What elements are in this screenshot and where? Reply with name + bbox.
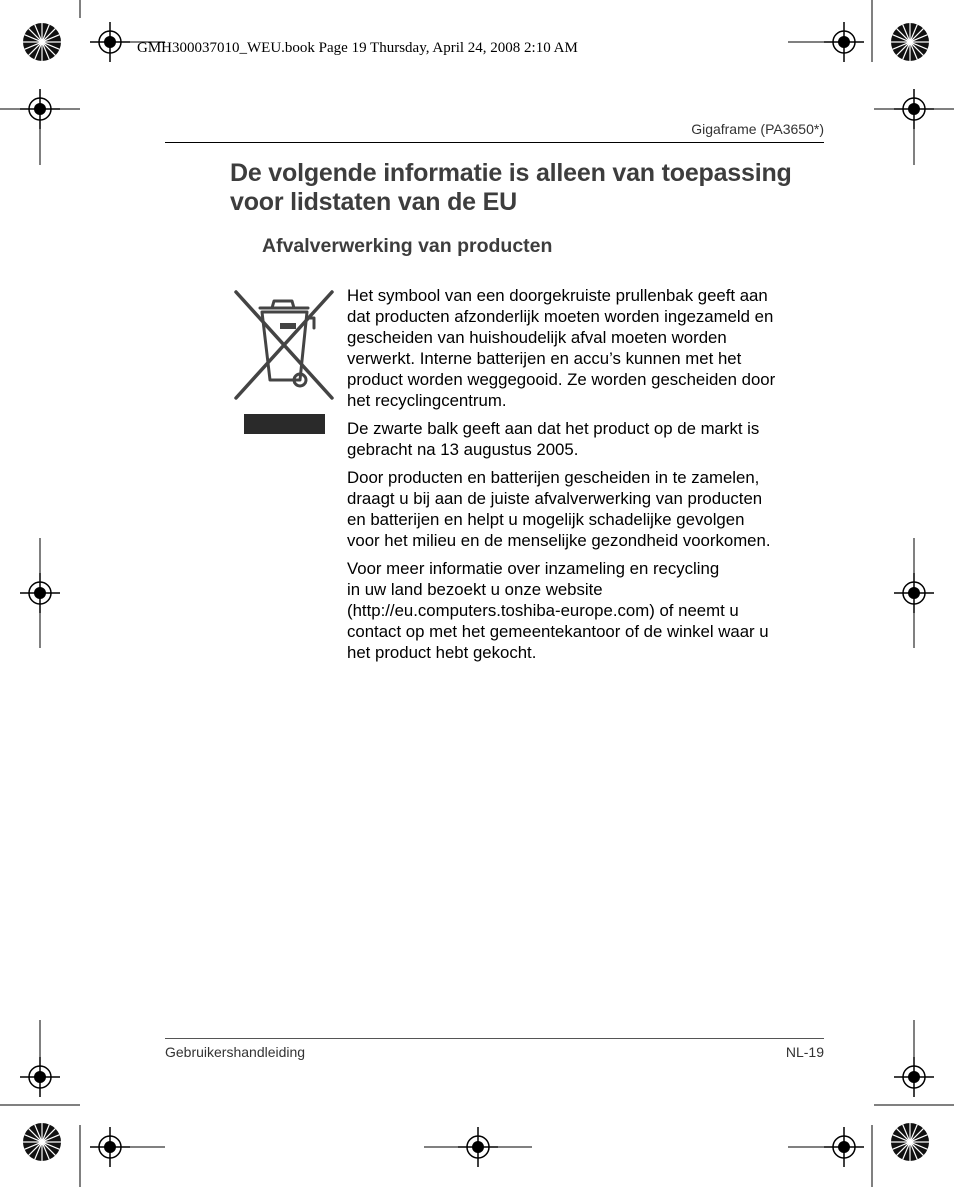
text-line: het recyclingcentrum. <box>347 391 507 410</box>
text-line: dat producten afzonderlijk moeten worden ingezameld en <box>347 307 774 326</box>
page-number: NL-19 <box>785 1044 824 1060</box>
text-line: en batterijen en helpt u mogelijk schadelijke gevolgen <box>347 510 745 529</box>
section-title-line: De volgende informatie is alleen van toepassing <box>230 159 792 187</box>
text-line: De zwarte balk geeft aan dat het product op de markt is <box>347 419 760 438</box>
text-line: Het symbool van een doorgekruiste prullenbak geeft aan <box>347 286 768 305</box>
print-slug: GMH300037010_WEU.book Page 19 Thursday, April 24, 2008 2:10 AM <box>137 40 578 56</box>
text-line: draagt u bij aan de juiste afvalverwerking van producten <box>347 489 763 508</box>
text-line: gescheiden van huishoudelijk afval moeten worden <box>347 328 727 347</box>
text-line: gebracht na 13 augustus 2005. <box>347 440 579 459</box>
text-line: Voor meer informatie over inzameling en recycling <box>347 559 720 578</box>
section-title-line: voor lidstaten van de EU <box>230 188 517 216</box>
text-line: product worden weggegooid. Ze worden gescheiden door <box>347 370 776 389</box>
footer-manual-name: Gebruikershandleiding <box>165 1044 306 1060</box>
subsection-title: Afvalverwerking van producten <box>262 235 553 257</box>
text-line: contact op met het gemeentekantoor of de winkel waar u <box>347 622 769 641</box>
text-line: voor het milieu en de menselijke gezondheid voorkomen. <box>347 531 771 550</box>
running-header: Gigaframe (PA3650*) <box>691 121 824 137</box>
text-line: het product hebt gekocht. <box>347 643 537 662</box>
text-line: verwerkt. Interne batterijen en accu’s kunnen met het <box>347 349 742 368</box>
text-line: in uw land bezoekt u onze website <box>347 580 603 599</box>
text-line: Door producten en batterijen gescheiden in te zamelen, <box>347 468 760 487</box>
text-line: (http://eu.computers.toshiba-europe.com) of neemt u <box>347 601 739 620</box>
